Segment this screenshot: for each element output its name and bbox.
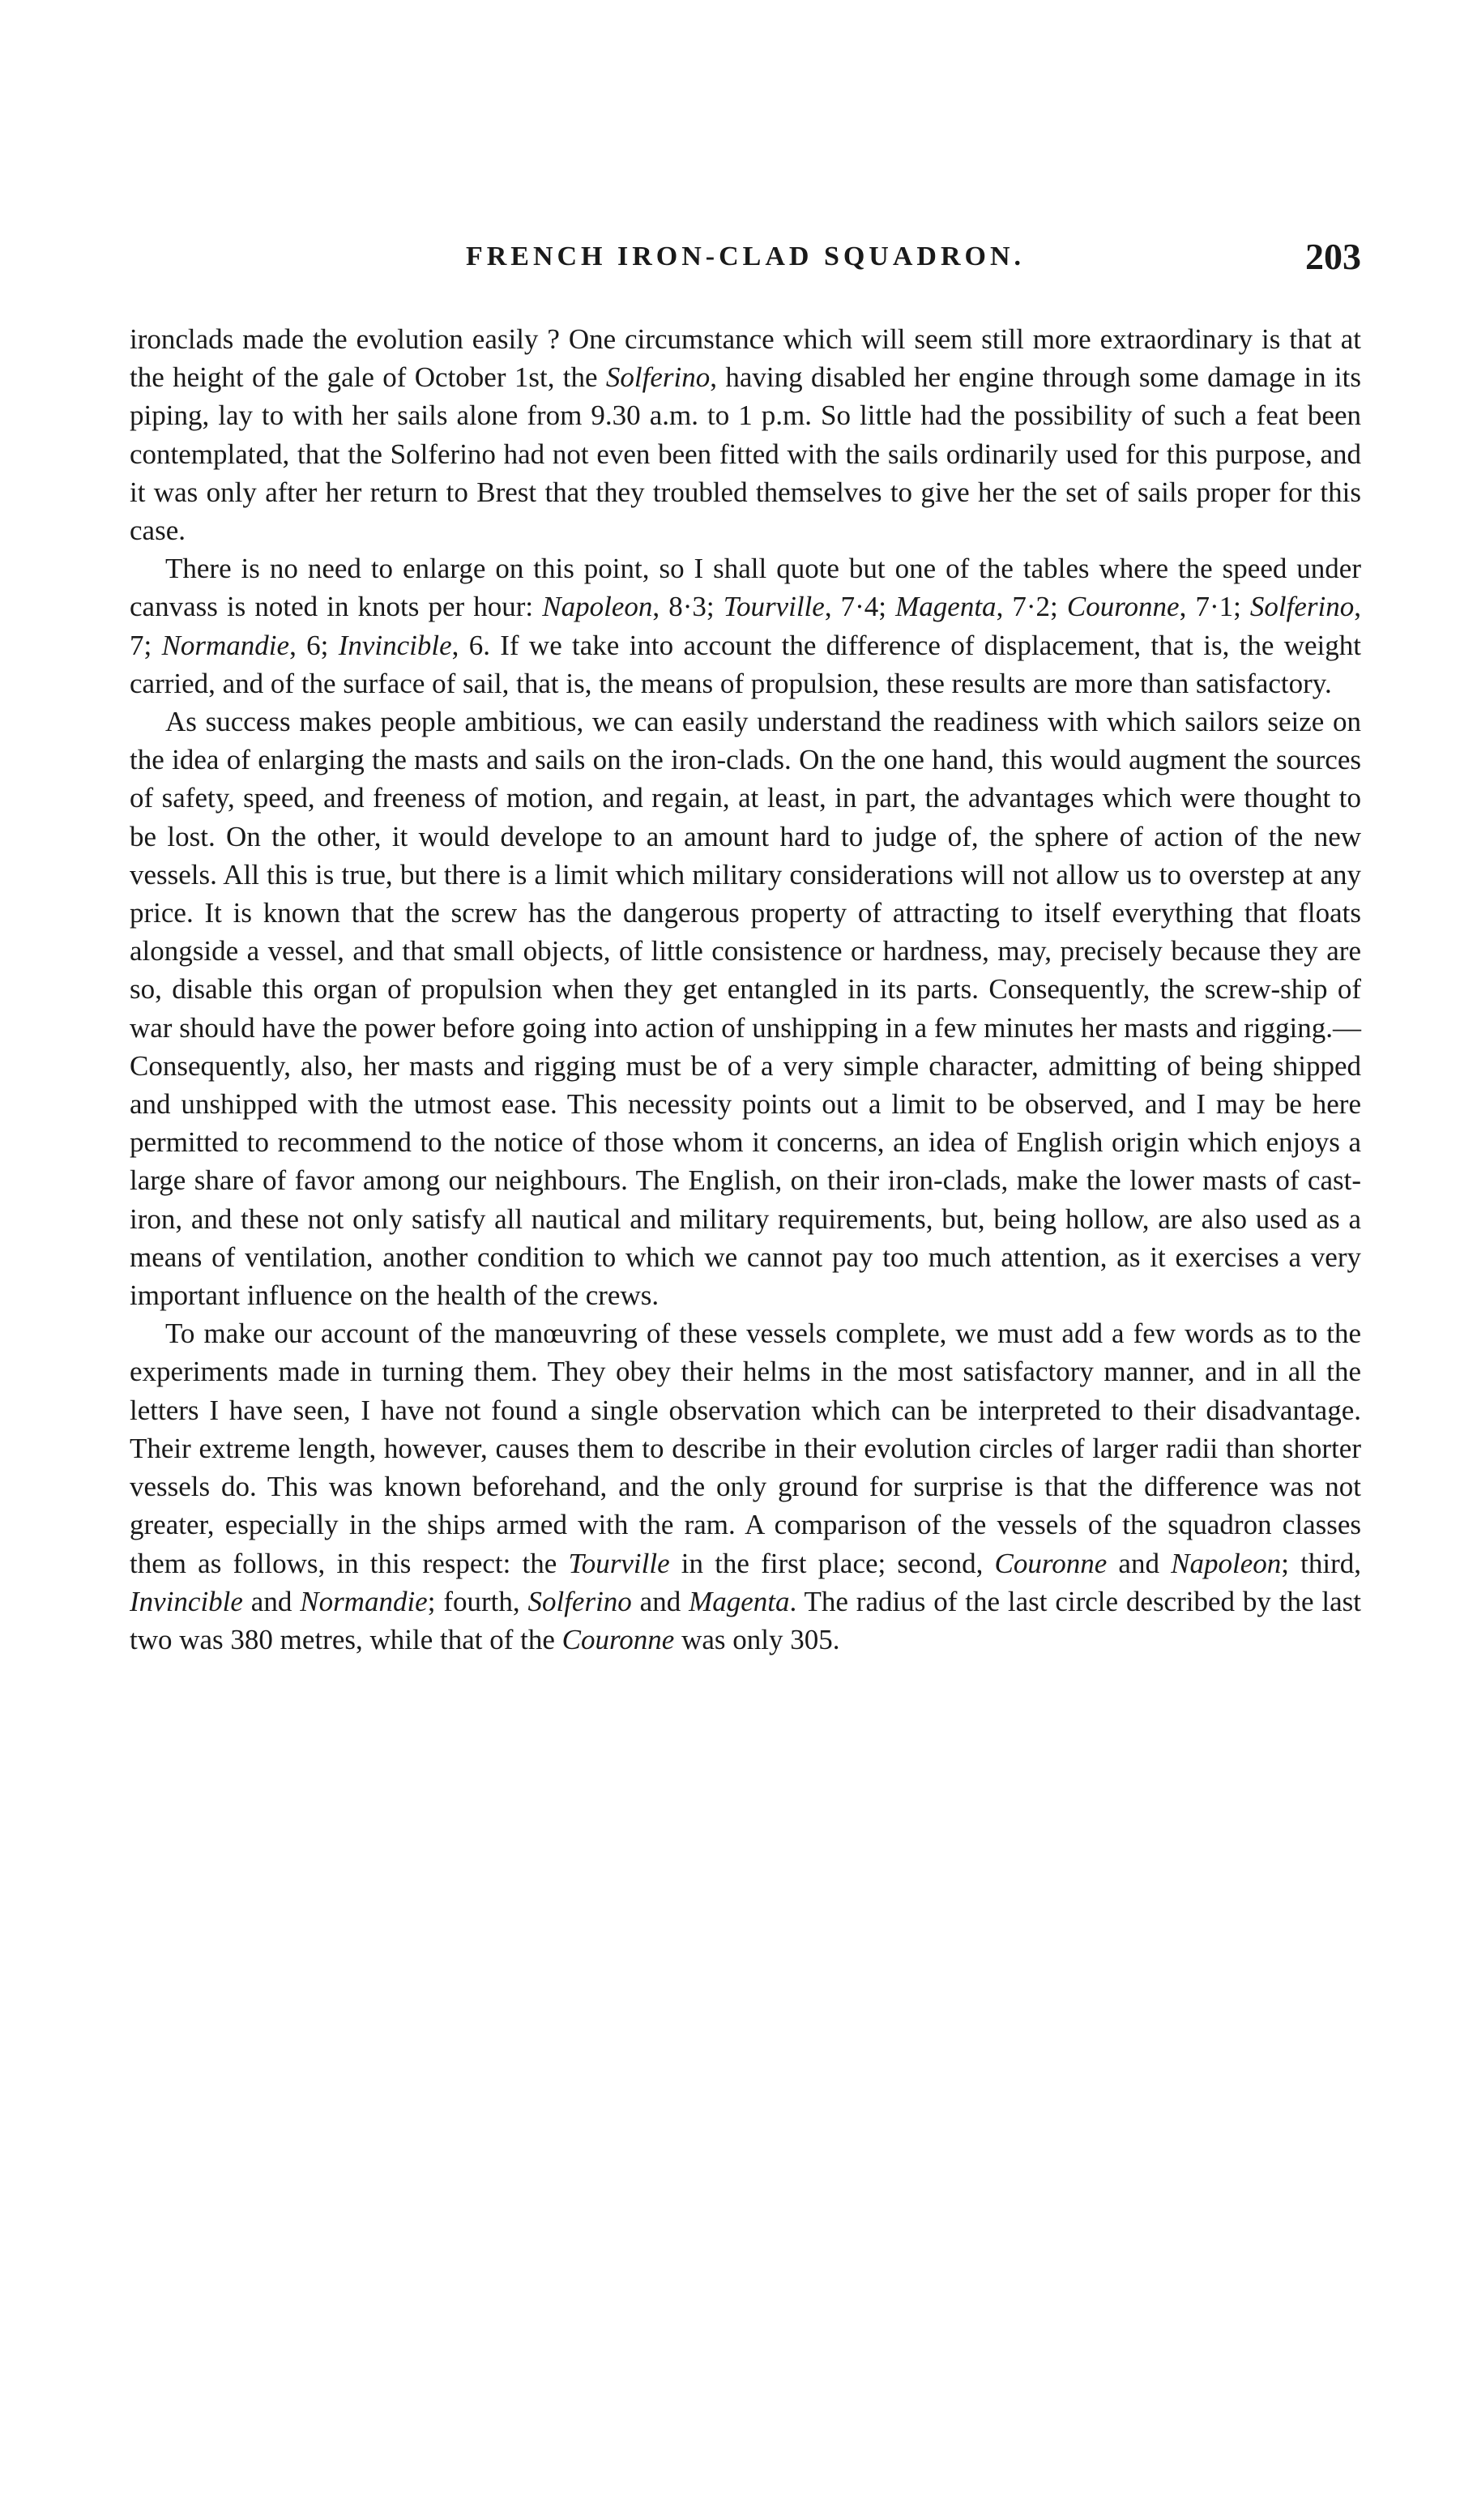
- text-run: , 6;: [289, 629, 339, 661]
- text-run: , 7·2;: [996, 591, 1067, 623]
- text-run: in the first place; second,: [669, 1547, 995, 1579]
- italic-run: Normandie: [161, 629, 290, 661]
- text-run: ; fourth,: [427, 1585, 528, 1617]
- text-run: There is no need to enlarge on this point, so I shall quote but one of the tables where the speed under canvass is noted in knots per hour:: [130, 553, 1361, 623]
- text-run: , 7·1;: [1179, 591, 1250, 623]
- paragraph: [130, 1314, 1361, 1659]
- italic-run: Magenta: [689, 1585, 790, 1617]
- italic-run: Invincible: [130, 1585, 243, 1617]
- italic-run: Solferino: [527, 1585, 632, 1617]
- italic-run: Couronne: [1066, 591, 1180, 623]
- text-run: , having disabled her engine through some damage in its piping, lay to with her sails alone from 9.30 a.m. to 1 p.m. So little had the possibility of such a feat been contemplated, that the Solferino had not even been fitted with the sails ordinarily used for this purpose, and it was only after her return to Brest that they troubled themselves to give her the set of sails proper for this case.: [130, 361, 1361, 547]
- paragraph: [130, 320, 1361, 549]
- text-run: , 7·4;: [824, 591, 896, 623]
- text-run: As success makes people ambitious, we can easily understand the readiness with which sailors seize on the idea of enlarging the masts and sails on the iron-clads. On the one hand, this would augment the sources of safety, speed, and freeness of motion, and regain, at least, in part, the advantages which were thought to be lost. On the other, it would develope to an amount hard to judge of, the sphere of action of the new vessels. All this is true, but there is a limit which military considerations will not allow us to overstep at any price. It is known that the screw has the dangerous property of attracting to itself everything that floats alongside a vessel, and that small objects, of little consistence or hardness, may, precisely because they are so, disable this organ of propulsion when they get entangled in its parts. Consequently, the screw-ship of war should have the power before going into action of unshipping in a few minutes her masts and rigging.— Consequently, also, her masts and rigging must be of a very simple character, admitting of being shipped and unshipped with the utmost ease. This necessity points out a limit to be observed, and I may be here permitted to recommend to the notice of those whom it concerns, an idea of English origin which enjoys a large share of favor among our neighbours. The English, on their iron-clads, make the lower masts of cast-iron, and these not only satisfy all nautical and military requirements, but, being hollow, are also used as a means of ventilation, another condition to which we cannot pay too much attention, as it exercises a very important influence on the health of the crews.: [130, 706, 1361, 1312]
- text-run: . The radius of the last circle described by the last two was 380 metres, while that of the: [130, 1585, 1361, 1655]
- page-number: 203: [1305, 236, 1361, 277]
- italic-run: Napoleon: [1171, 1547, 1282, 1579]
- text-run: , 7;: [130, 591, 1361, 661]
- paragraph: [130, 549, 1361, 703]
- text-run: ; third,: [1281, 1547, 1361, 1579]
- text-run: , 8·3;: [652, 591, 724, 623]
- italic-run: Solferino: [605, 361, 711, 394]
- italic-run: Tourville: [723, 591, 825, 623]
- italic-run: Napoleon: [542, 591, 653, 623]
- text-run: was only 305.: [674, 1623, 840, 1655]
- italic-run: Couronne: [561, 1623, 675, 1655]
- text-run: ironclads made the evolution easily ? One circumstance which will seem still more extraordinary is that at the height of the gale of October 1st, the: [130, 323, 1361, 394]
- italic-run: Couronne: [994, 1547, 1108, 1579]
- running-head: [130, 235, 1361, 284]
- text-run: To make our account of the manœuvring of these vessels complete, we must add a few words as to the experiments made in turning them. They obey their helms in the most satisfactory manner, and in all the letters I have seen, I have not found a single observation which can be interpreted to their disadvantage. Their extreme length, however, causes them to describe in their evolution circles of larger radii than shorter vessels do. This was known beforehand, and the only ground for surprise is that the difference was not greater, especially in the ships armed with the ram. A comparison of the vessels of the squadron classes them as follows, in this respect: the: [130, 1318, 1361, 1579]
- italic-run: Invincible: [338, 629, 452, 661]
- text-run: and: [242, 1585, 301, 1617]
- running-title: FRENCH IRON-CLAD SQUADRON.: [465, 241, 1026, 271]
- italic-run: Tourville: [568, 1547, 670, 1579]
- text-run: and: [1107, 1547, 1172, 1579]
- italic-run: Solferino: [1249, 591, 1355, 623]
- body-text: [130, 320, 1361, 1659]
- italic-run: Magenta: [895, 591, 997, 623]
- text-run: and: [631, 1585, 689, 1617]
- italic-run: Normandie: [300, 1585, 428, 1617]
- text-run: , 6. If we take into account the difference of displacement, that is, the weight carried, and of the surface of sail, that is, the means of propulsion, these results are more than satisfactory.: [130, 629, 1361, 699]
- paragraph: [130, 703, 1361, 1314]
